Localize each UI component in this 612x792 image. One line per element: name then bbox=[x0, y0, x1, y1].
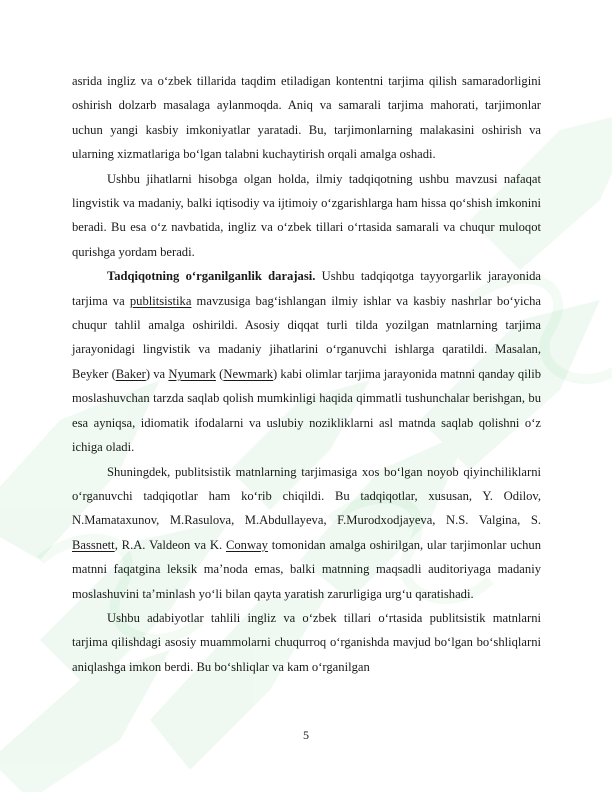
paragraph-3-part: ( bbox=[215, 366, 224, 381]
paragraph-1: asrida ingliz va o‘zbek tillarida taqdim etiladigan kontentni tarjima qilish samaradorligini oshirish dolzarb masalaga aylanmoqda. Aniq va samarali tarjima mahorati, tarjimonlar uchun yangi kasbiy imkoniyatlar yaratadi. Bu, tarjimonlarning malakasini oshirish va ularning xizmatlariga bo‘lgan talabni kuchaytirish orqali amalga oshadi. bbox=[72, 74, 541, 162]
paragraph-4-part: tomonidan amalga oshirilgan, ular tarjimonlar uchun matnni faqatgina leksik ma’noda emas, balki matnning maqsadli auditoriyaga madaniy moslashuvini ta’minlash yo‘li bilan qayta yaratish zarurligiga urg‘u qaratishadi. bbox=[72, 537, 541, 601]
underlined-term: publitsistika bbox=[129, 293, 192, 308]
underlined-term: Bassnett bbox=[72, 537, 115, 552]
underlined-term: Nyumark bbox=[168, 366, 216, 381]
paragraph-3-part: Ushbu tadqiqotga tayyorgarlik jarayonida tarjima va bbox=[72, 269, 541, 308]
paragraph-4-part: Shuningdek, publitsistik matnlarning tarjimasiga xos bo‘lgan noyob qiyinchiliklarni o‘rganuvchi tadqiqotlar ham ko‘rib chiqildi. Bu tadqiqotlar, xususan, Y. Odilov, N.Mamataxunov, M.Rasulova, M.Abdullayeva, F.Murodxodjayeva, N.S. Valgina, S. bbox=[72, 464, 541, 528]
paragraph-5: Ushbu adabiyotlar tahlili ingliz va o‘zbek tillari o‘rtasida publitsistik matnlarni tarjima qilishdagi asosiy muammolarni chuqurroq o‘rganishda mavjud bo‘lgan bo‘shliqlarni aniqlashga imkon berdi. Bu bo‘shliqlar va kam o‘rganilgan bbox=[72, 610, 541, 674]
paragraph-3-part: ) va bbox=[145, 366, 169, 381]
section-heading: Tadqiqotning o‘rganilganlik darajasi. bbox=[107, 269, 316, 284]
paragraph-3-part: mavzusiga bag‘ishlangan ilmiy ishlar va kasbiy nashrlar bo‘yicha chuqur tahlil amalga oshirildi. Asosiy diqqat turli tilda yozilgan matnlarning tarjima jarayonidagi lingvistik va madaniy jihatlarini o‘rganuvchi ishlarga qaratildi. Masalan, Beyker ( bbox=[72, 293, 541, 381]
paragraph-4-part: , R.A. Valdeon va K. bbox=[114, 537, 226, 552]
underlined-term: Newmark bbox=[223, 366, 274, 381]
paragraph-2: Ushbu jihatlarni hisobga olgan holda, ilmiy tadqiqotning ushbu mavzusi nafaqat lingvistik va madaniy, balki iqtisodiy va ijtimoiy o‘zgarishlarga ham hissa qo‘shish imkonini beradi. Bu esa o‘z navbatida, ingliz va o‘zbek tillari o‘rtasida samarali va chuqur muloqot qurishga yordam beradi. bbox=[72, 171, 541, 259]
paragraph-3 bbox=[72, 264, 541, 459]
underlined-term: Conway bbox=[225, 537, 268, 552]
paragraph-4 bbox=[72, 460, 541, 606]
paragraph-3-part: ) kabi olimlar tarjima jarayonida matnni qanday qilib moslashuvchan tarzda saqlab qolish mumkinligi haqida qimmatli tushunchalar berishgan, bu esa ayniqsa, idiomatik ifodalarni va uslubiy nozikliklarni asl matnda saqlab qolishni o‘z ichiga oladi. bbox=[72, 366, 541, 455]
body-text bbox=[72, 69, 541, 679]
underlined-term: Baker bbox=[115, 366, 146, 381]
page-number: 5 bbox=[303, 728, 309, 742]
